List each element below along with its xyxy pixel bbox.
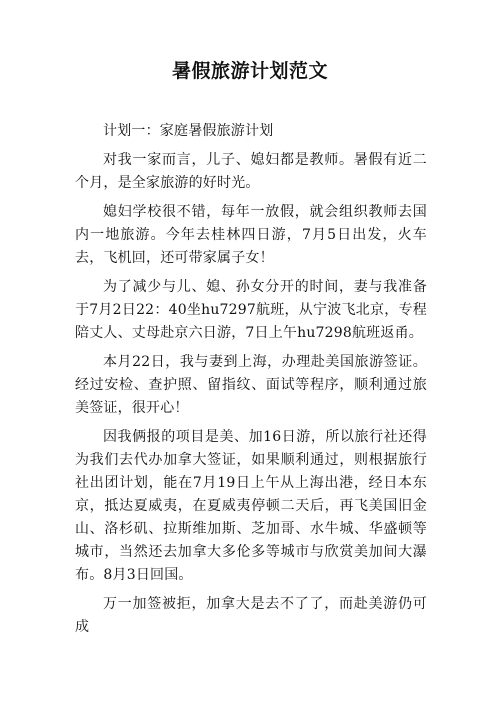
paragraph: 本月22日，我与妻到上海，办理赴美国旅游签证。经过安检、查护照、留指纹、面试等程序，顺利通过旅美签证，很开心！ [75, 354, 427, 416]
document-title: 暑假旅游计划范文 [171, 60, 328, 82]
paragraph: 对我一家而言，儿子、媳妇都是教师。暑假有近二个月，是全家旅游的好时光。 [75, 152, 427, 191]
paragraph: 为了减少与儿、媳、孙女分开的时间，妻与我准备于7月2日22：40坐hu7297航班，从宁波飞北京，专程陪丈人、丈母赴京六日游，7日上午hu7298航班返甬。 [75, 279, 427, 341]
paragraph: 因我俩报的项目是美、加16日游，所以旅行社还得为我们去代办加拿大签证，如果顺利通过，则根据旅行社出团计划，能在7月19日上午从上海出港，经日本东京，抵达夏威夷，在夏威夷停顿二天后，再飞美国旧金山、洛杉矶、拉斯维加斯、芝加哥、水牛城、华盛顿等城市，当然还去加拿大多伦多等城市与欣赏美加间大瀑布。8月3日回国。 [75, 429, 427, 583]
paragraph: 万一加签被拒，加拿大是去不了了，而赴美游仍可成 [75, 596, 427, 635]
paragraph: 媳妇学校很不错，每年一放假，就会组织教师去国内一地旅游。今年去桂林四日游，7月5日出发，火车去，飞机回，还可带家属子女！ [75, 204, 427, 266]
document-body [75, 120, 427, 645]
paragraph-plan-heading: 计划一：家庭暑假旅游计划 [103, 123, 274, 139]
